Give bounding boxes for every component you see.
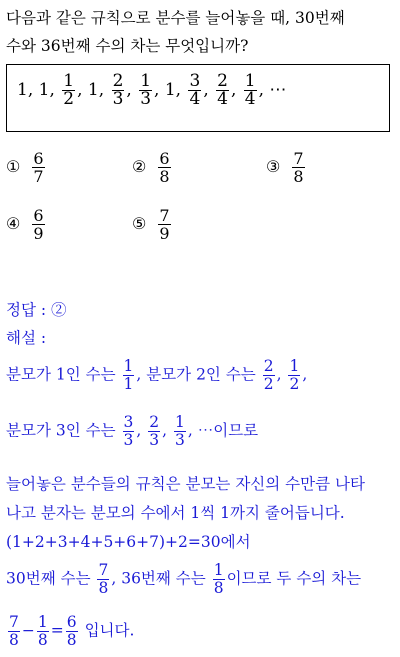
sequence-term-fraction: $\frac{1}{2}$ [63, 71, 75, 109]
option-fraction: $\frac{6}{9}$ [33, 206, 44, 243]
option-4[interactable] [6, 207, 47, 242]
option-1[interactable] [6, 150, 47, 185]
explanation-line-6 [6, 562, 361, 597]
option-fraction: $\frac{7}{9}$ [159, 206, 170, 243]
option-number-mark: ① [6, 157, 21, 176]
exp1-text-d: , [302, 365, 308, 384]
exp7-frac-1: $\frac{7}{8}$ [9, 613, 19, 649]
sequence-separator: , [175, 80, 187, 100]
sequence-separator: , [203, 80, 215, 100]
sequence-box [6, 64, 390, 132]
exp6-text-a: 30번째 수는 [6, 569, 91, 588]
option-number-mark: ③ [266, 157, 281, 176]
question-line-2: 수와 36번째 수의 차는 무엇입니까? [6, 37, 249, 55]
exp1-frac-3: $\frac{1}{2}$ [289, 357, 300, 393]
explanation-line-3: 늘어놓은 분수들의 규칙은 분모는 자신의 수만큼 나타 [6, 475, 365, 493]
explanation-line-7 [6, 614, 134, 649]
exp2-text-d: , ⋯이므로 [187, 421, 259, 440]
exp2-frac-1: $\frac{3}{3}$ [123, 413, 134, 449]
sequence-separator: , [126, 80, 138, 100]
exp7-equals: = [50, 621, 64, 640]
exp2-text-b: , [136, 421, 142, 440]
exp7-minus: − [21, 621, 35, 640]
exp1-frac-1: $\frac{1}{1}$ [123, 357, 134, 393]
sequence-term: 1 [38, 80, 50, 100]
sequence-separator: , [49, 80, 61, 100]
explanation-line-5: (1+2+3+4+5+6+7)+2=30에서 [6, 533, 251, 551]
exp2-text-a: 분모가 3인 수는 [6, 421, 116, 440]
exp1-text-a: 분모가 1인 수는 [6, 365, 116, 384]
option-fraction: $\frac{6}{7}$ [33, 149, 44, 186]
explanation-label: 해설 : [6, 329, 47, 347]
sequence-separator: , [77, 80, 88, 100]
exp2-frac-3: $\frac{1}{3}$ [175, 413, 185, 449]
question-line-1: 다음과 같은 규칙으로 분수를 늘어놓을 때, 30번째 [6, 9, 345, 27]
sequence-separator: , [98, 80, 110, 100]
sequence-term: 1 [87, 80, 99, 100]
exp1-text-b: , 분모가 2인 수는 [136, 365, 256, 384]
exp2-frac-2: $\frac{2}{3}$ [149, 413, 160, 449]
exp1-frac-2: $\frac{2}{2}$ [263, 357, 274, 393]
sequence-separator: , [230, 80, 242, 100]
sequence-separator: , [27, 80, 39, 100]
option-3[interactable] [266, 150, 307, 185]
answer-label: 정답 : [6, 301, 47, 319]
option-number-mark: ⑤ [132, 214, 147, 233]
exp6-text-c: 이므로 두 수의 차는 [226, 569, 362, 588]
exp7-frac-3: $\frac{6}{8}$ [66, 613, 77, 649]
answer-value: ② [51, 301, 67, 319]
option-2[interactable] [132, 150, 173, 185]
sequence-term-fraction: $\frac{1}{4}$ [244, 71, 256, 109]
sequence-term-fraction: $\frac{2}{4}$ [217, 71, 228, 109]
sequence [17, 73, 286, 108]
exp6-text-b: , 36번째 수는 [111, 569, 206, 588]
option-fraction: $\frac{6}{8}$ [159, 149, 170, 186]
answer-line [6, 298, 67, 320]
exp1-text-c: , [276, 365, 282, 384]
sequence-term: 1 [17, 80, 28, 100]
exp7-tail: 입니다. [84, 621, 135, 640]
sequence-term: 1 [164, 80, 176, 100]
explanation-line-4: 나고 분자는 분모의 수에서 1씩 1까지 줄어듭니다. [6, 504, 345, 522]
sequence-separator: , [258, 80, 270, 100]
sequence-separator: , [154, 80, 165, 100]
exp7-frac-2: $\frac{1}{8}$ [37, 613, 48, 649]
exp6-frac-1: $\frac{7}{8}$ [98, 561, 109, 597]
exp6-frac-2: $\frac{1}{8}$ [213, 561, 224, 597]
sequence-term-fraction: $\frac{3}{4}$ [189, 71, 201, 109]
sequence-ellipsis: ⋯ [269, 80, 287, 100]
option-fraction: $\frac{7}{8}$ [293, 149, 304, 186]
sequence-term-fraction: $\frac{1}{3}$ [140, 71, 152, 109]
option-number-mark: ② [132, 157, 147, 176]
explanation-line-1 [6, 358, 307, 393]
option-number-mark: ④ [6, 214, 21, 233]
exp2-text-c: , [162, 421, 168, 440]
explanation-line-2 [6, 414, 258, 449]
sequence-term-fraction: $\frac{2}{3}$ [112, 71, 124, 109]
option-5[interactable] [132, 207, 173, 242]
